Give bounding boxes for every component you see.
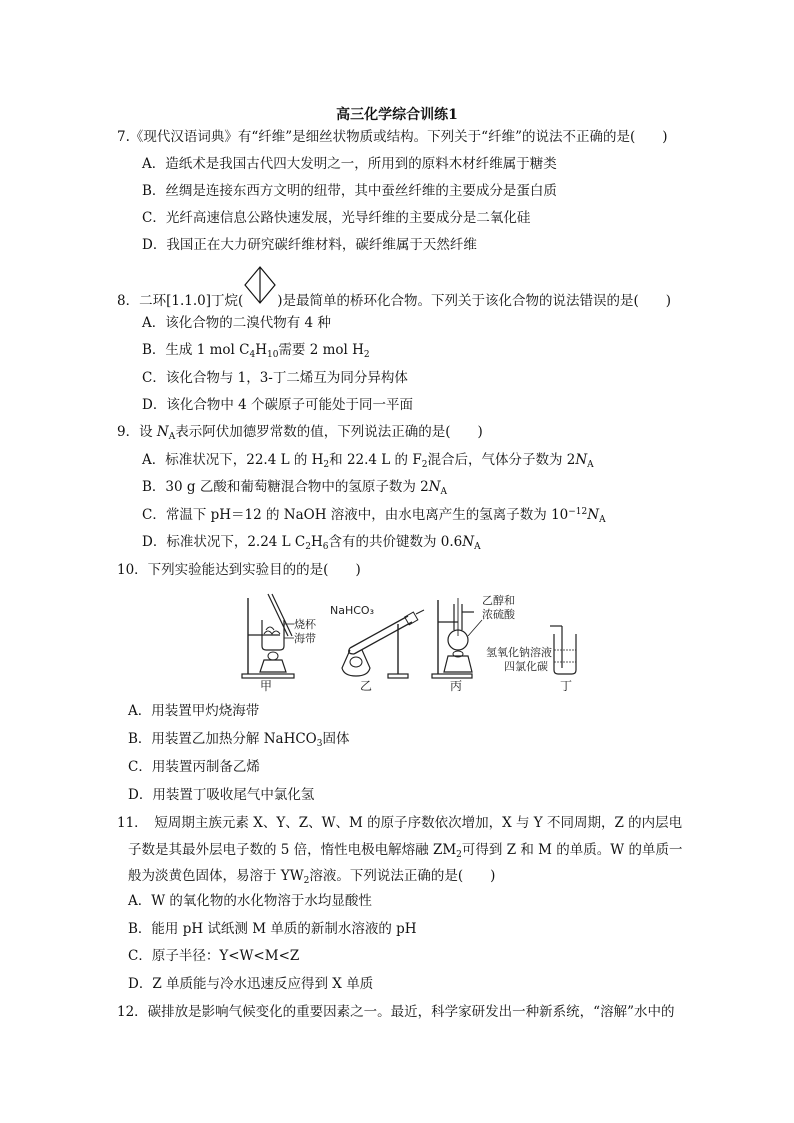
apparatus-jia [242,594,317,692]
q9-option-b: B．30 g 乙酸和葡萄糖混合物中的氢原子数为 $2N_A$ [142,479,448,497]
q10-option-d: D．用装置丁吸收尾气中氯化氢 [128,787,315,803]
q8-option-d: D．该化合物中 4 个碳原子可能处于同一平面 [142,397,413,413]
bicyclobutane-structure-icon [243,287,277,305]
q10-option-c: C．用装置丙制备乙烯 [128,759,260,775]
fig-caption-ding: 丁 [560,679,573,692]
fig-label-beaker: 烧杯 [294,618,316,631]
q8-stem-end: )是最简单的桥环化合物。下列关于该化合物的说法错误的是( ) [277,293,672,309]
fig-label-kelp: 海带 [294,632,316,645]
fig-caption-jia: 甲 [260,679,273,692]
q7-option-a: A．造纸术是我国古代四大发明之一，所用到的原料木材纤维属于糖类 [142,156,557,172]
lab-apparatus-figure [238,590,578,692]
fig-label-naoh-solution: 氢氧化钠溶液 [486,646,552,659]
q8-option-c: C．该化合物与 1，3-丁二烯互为同分异构体 [142,370,408,386]
q11-option-c: C．原子半径：Y<W<M<Z [128,948,300,964]
q9-stem: 9．设 $N_A$表示阿伏加德罗常数的值，下列说法正确的是( ) [117,424,483,442]
q11-stem-line1: 11． 短周期主族元素 X、Y、Z、W、M 的原子序数依次增加，X 与 Y 不同周期，Z 的内层电 [117,815,683,831]
q9-option-a: A．标准状况下，22.4 L 的 $H_2$和 22.4 L 的 $F_2$混合后，气体分子数为 $2N_A$ [142,452,594,470]
page-title: 高三化学综合训练1 [336,107,458,123]
q7-stem: 7.《现代汉语词典》有“纤维”是细丝状物质或结构。下列关于“纤维”的说法不正确的是( ) [117,129,668,145]
q10-option-b: B．用装置乙加热分解 NaHCO$_3$固体 [128,731,350,749]
apparatus-yi [330,604,424,692]
fig-label-nahco3: NaHCO₃ [330,604,374,617]
q8-stem [117,287,671,310]
fig-label-sulfuric-acid: 浓硫酸 [482,608,515,621]
fig-label-ccl4: 四氯化碳 [504,660,548,673]
q8-option-b: B．生成 1 mol $C_4H_{10}$需要 2 mol $H_2$ [142,342,370,360]
q10-stem: 10．下列实验能达到实验目的的是( ) [117,562,361,578]
q7-option-c: C．光纤高速信息公路快速发展，光导纤维的主要成分是二氧化硅 [142,210,531,226]
apparatus-bing [432,593,516,692]
apparatus-ding [486,626,576,692]
q11-option-d: D．Z 单质能与冷水迅速反应得到 X 单质 [128,976,374,992]
fig-caption-yi: 乙 [360,679,373,692]
q10-option-a: A．用装置甲灼烧海带 [128,703,260,719]
fig-label-ethanol: 乙醇和 [482,594,515,607]
q11-stem-line3: 般为淡黄色固体，易溶于 $YW_2$溶液。下列说法正确的是( ) [128,868,496,886]
q9-option-d: D．标准状况下，2.24 L $C_2H_6$含有的共价键数为 $0.6N_A$ [142,534,481,552]
q11-stem-line2: 子数是其最外层电子数的 5 倍，惰性电极电解熔融 $ZM_2$可得到 Z 和 M 的单质。W 的单质一 [128,842,683,860]
q7-option-b: B．丝绸是连接东西方文明的纽带，其中蚕丝纤维的主要成分是蛋白质 [142,183,557,199]
q11-option-a: A．W 的氧化物的水化物溶于水均显酸性 [128,893,372,909]
q9-option-c: C．常温下 pH＝12 的 NaOH 溶液中，由水电离产生的氢离子数为 $10^{-12}N_A$ [142,507,606,525]
q8-option-a: A．该化合物的二溴代物有 4 种 [142,315,331,331]
q11-option-b: B．能用 pH 试纸测 M 单质的新制水溶液的 pH [128,921,417,937]
q12-stem: 12．碳排放是影响气候变化的重要因素之一。最近，科学家研发出一种新系统，“溶解”水中的 [117,1004,675,1020]
q7-option-d: D．我国正在大力研究碳纤维材料，碳纤维属于天然纤维 [142,237,477,253]
fig-caption-bing: 丙 [450,679,463,692]
q8-stem-start: 8．二环[1.1.0]丁烷( [117,293,244,309]
